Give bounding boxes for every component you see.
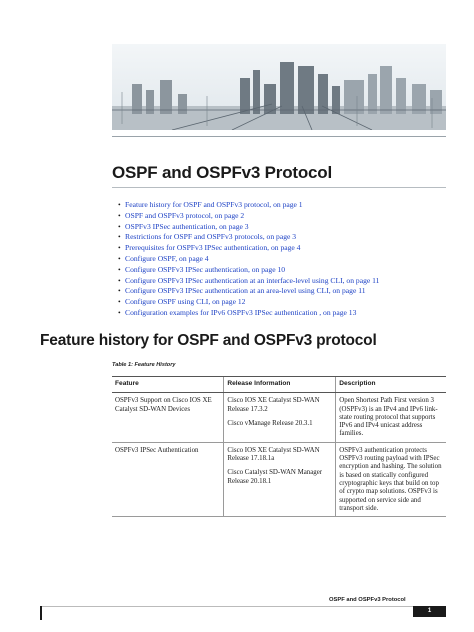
bullet-icon: •: [118, 200, 121, 209]
toc-link[interactable]: Configure OSPFv3 IPSec authentication at an area-level using CLI, on page 11: [125, 286, 366, 296]
toc-item[interactable]: [118, 222, 379, 233]
cell-text: Cisco Catalyst SD-WAN Manager Release 20.18.1: [227, 469, 323, 485]
toc-item[interactable]: [118, 308, 379, 319]
toc-item[interactable]: [118, 276, 379, 287]
release-cell: [224, 393, 336, 442]
description-cell: [336, 393, 446, 442]
toc-item[interactable]: [118, 211, 379, 222]
bullet-icon: •: [118, 275, 121, 285]
toc-item[interactable]: [118, 200, 379, 211]
description-cell: [336, 442, 446, 516]
section-title: Feature history for OSPF and OSPFv3 protocol: [40, 332, 377, 349]
toc-link[interactable]: Configure OSPFv3 IPSec authentication at an interface-level using CLI, on page 11: [125, 275, 380, 285]
toc-link[interactable]: Configure OSPF using CLI, on page 12: [125, 297, 246, 307]
toc-link[interactable]: OSPF and OSPFv3 protocol, on page 2: [125, 210, 245, 220]
toc-item[interactable]: [118, 243, 379, 254]
toc-item[interactable]: [118, 265, 379, 276]
bullet-icon: •: [118, 286, 121, 296]
toc-link[interactable]: Feature history for OSPF and OSPFv3 protocol, on page 1: [125, 200, 303, 209]
toc-item[interactable]: [118, 254, 379, 265]
feature-history-table: [112, 376, 446, 517]
bullet-icon: •: [118, 232, 121, 242]
header-divider: [112, 136, 446, 137]
table-caption: Table 1: Feature History: [112, 362, 176, 368]
bullet-icon: •: [118, 243, 121, 253]
cell-text: Cisco IOS XE Catalyst SD-WAN Release 17.18.1a: [227, 446, 320, 463]
bullet-icon: •: [118, 221, 121, 231]
footer-margin-bar: [40, 606, 42, 620]
bullet-icon: •: [118, 297, 121, 307]
toc-link[interactable]: Prerequisites for OSPFv3 IPSec authentication, on page 4: [125, 243, 301, 253]
toc-link[interactable]: OSPFv3 IPSec authentication, on page 3: [125, 221, 249, 231]
table-header-row: [112, 377, 446, 393]
cell-text: Cisco vManage Release 20.3.1: [227, 419, 313, 427]
cell-text: OSPFv3 IPSec Authentication: [115, 446, 199, 454]
table-row: [112, 442, 446, 516]
bullet-icon: •: [118, 210, 121, 220]
toc-link[interactable]: Restrictions for OSPF and OSPFv3 protocols, on page 3: [125, 232, 297, 242]
bullet-icon: •: [118, 253, 121, 263]
bullet-icon: •: [118, 264, 121, 274]
page-number-badge: 1: [413, 606, 446, 617]
cityscape-banner-image: [112, 44, 446, 130]
cell-text: OSPFv3 authentication protects OSPFv3 routing payload with IPSec encryption and hashing. The solution is based on statically configured cryptographic keys that build on top of crypto map solutions. OSPFv3 is supported on service side and transport side.: [339, 446, 442, 512]
footer-divider: [40, 606, 446, 607]
cell-text: OSPFv3 Support on Cisco IOS XE Catalyst SD-WAN Devices: [115, 397, 212, 413]
feature-cell: [112, 442, 224, 516]
cell-text: Cisco IOS XE Catalyst SD-WAN Release 17.3.2: [227, 397, 320, 413]
toc-item[interactable]: [118, 286, 379, 297]
toc-link[interactable]: Configure OSPFv3 IPSec authentication, on page 10: [125, 264, 286, 274]
toc-item[interactable]: [118, 232, 379, 243]
toc-item[interactable]: [118, 297, 379, 308]
toc-link[interactable]: Configuration examples for IPv6 OSPFv3 IPSec authentication , on page 13: [125, 307, 357, 317]
column-header: Feature: [112, 377, 224, 393]
chapter-title-underline: [112, 187, 446, 188]
chapter-title: OSPF and OSPFv3 Protocol: [112, 163, 333, 182]
column-header: Release Information: [224, 377, 336, 393]
chapter-toc: [118, 200, 379, 319]
footer-chapter-title: OSPF and OSPFv3 Protocol: [329, 597, 406, 603]
cell-text: Open Shortest Path First version 3 (OSPFv3) is an IPv4 and IPv6 link-state routing protocol that supports IPv6 and IPv4 unicast address families.: [339, 397, 438, 438]
release-cell: [224, 442, 336, 516]
table-row: [112, 393, 446, 442]
toc-link[interactable]: Configure OSPF, on page 4: [125, 253, 209, 263]
bullet-icon: •: [118, 307, 121, 317]
feature-cell: [112, 393, 224, 442]
column-header: Description: [336, 377, 446, 393]
